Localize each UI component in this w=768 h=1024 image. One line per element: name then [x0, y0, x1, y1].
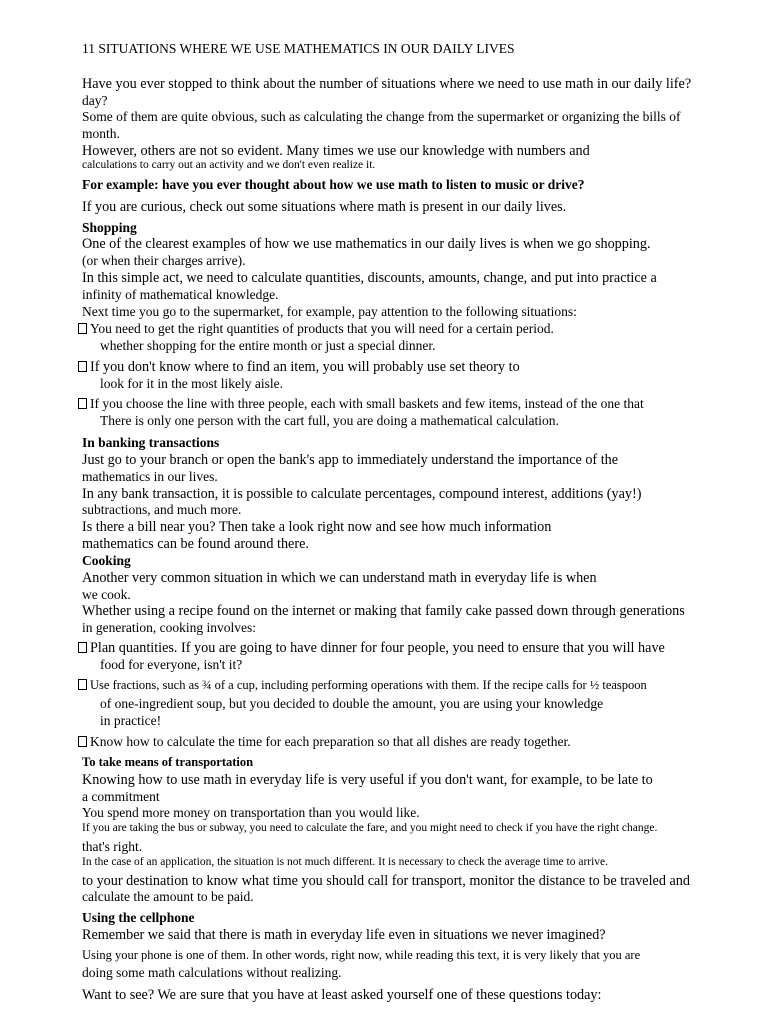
- intro-line: month.: [82, 126, 120, 141]
- list-item-continuation: There is only one person with the cart full, you are doing a mathematical calculation.: [100, 413, 559, 428]
- paragraph-line: (or when their charges arrive).: [82, 253, 246, 268]
- list-item: You need to get the right quantities of products that you will need for a certain period.: [78, 322, 554, 336]
- paragraph-line: Whether using a recipe found on the internet or making that family cake passed down through generations: [82, 603, 685, 619]
- list-item-continuation: look for it in the most likely aisle.: [100, 376, 283, 391]
- section-heading-shopping: Shopping: [82, 220, 137, 235]
- section-heading-cooking: Cooking: [82, 553, 131, 568]
- paragraph-line: If you are taking the bus or subway, you need to calculate the fare, and you might need to check if you have the right change.: [82, 822, 658, 834]
- paragraph-line: Want to see? We are sure that you have at least asked yourself one of these questions today:: [82, 987, 602, 1003]
- paragraph-line: Next time you go to the supermarket, for example, pay attention to the following situations:: [82, 304, 577, 319]
- paragraph-line: Is there a bill near you? Then take a look right now and see how much information: [82, 519, 552, 535]
- paragraph-line: mathematics in our lives.: [82, 469, 218, 484]
- paragraph-line: One of the clearest examples of how we use mathematics in our daily lives is when we go shopping.: [82, 236, 651, 252]
- section-heading-cellphone: Using the cellphone: [82, 910, 195, 925]
- list-item: Know how to calculate the time for each preparation so that all dishes are ready together.: [78, 735, 571, 749]
- paragraph-line: infinity of mathematical knowledge.: [82, 287, 279, 302]
- bullet-box-icon: [78, 398, 87, 409]
- paragraph-line: In the case of an application, the situation is not much different. It is necessary to check the average time to arrive.: [82, 856, 609, 868]
- intro-line: Have you ever stopped to think about the number of situations where we need to use math in our daily life?: [82, 76, 692, 92]
- list-item-continuation: food for everyone, isn't it?: [100, 657, 243, 672]
- paragraph-line: to your destination to know what time you should call for transport, monitor the distance to be traveled and: [82, 873, 690, 889]
- bullet-box-icon: [78, 679, 87, 690]
- paragraph-line: we cook.: [82, 587, 131, 602]
- paragraph-line: a commitment: [82, 789, 160, 804]
- paragraph-line: Just go to your branch or open the bank's app to immediately understand the importance of the: [82, 452, 619, 468]
- paragraph-line: doing some math calculations without realizing.: [82, 965, 342, 980]
- bullet-box-icon: [78, 642, 87, 653]
- list-item: Use fractions, such as ¾ of a cup, including performing operations with them. If the recipe calls for ½ teaspoon: [78, 679, 647, 692]
- paragraph-line: You spend more money on transportation than you would like.: [82, 805, 420, 820]
- curious-line: If you are curious, check out some situations where math is present in our daily lives.: [82, 199, 567, 215]
- list-item: If you choose the line with three people, each with small baskets and few items, instead of the one that: [78, 397, 644, 411]
- paragraph-line: calculate the amount to be paid.: [82, 889, 254, 904]
- paragraph-line: Remember we said that there is math in everyday life even in situations we never imagined?: [82, 927, 606, 943]
- bullet-box-icon: [78, 323, 87, 334]
- example-bold-line: For example: have you ever thought about how we use math to listen to music or drive?: [82, 177, 585, 192]
- paragraph-line: subtractions, and much more.: [82, 502, 242, 517]
- paragraph-line: Knowing how to use math in everyday life is very useful if you don't want, for example, to be late to: [82, 772, 653, 788]
- bullet-box-icon: [78, 736, 87, 747]
- paragraph-line: In this simple act, we need to calculate quantities, discounts, amounts, change, and put into practice a: [82, 270, 657, 286]
- paragraph-line: in generation, cooking involves:: [82, 620, 256, 635]
- list-item-continuation: of one-ingredient soup, but you decided to double the amount, you are using your knowledge: [100, 696, 604, 711]
- section-heading-banking: In banking transactions: [82, 435, 220, 450]
- paragraph-line: Using your phone is one of them. In other words, right now, while reading this text, it is very likely that you are: [82, 948, 641, 962]
- list-item-continuation: in practice!: [100, 713, 162, 728]
- bullet-box-icon: [78, 361, 87, 372]
- section-heading-transport: To take means of transportation: [82, 755, 254, 769]
- intro-line: day?: [82, 93, 108, 108]
- paragraph-line: mathematics can be found around there.: [82, 536, 309, 552]
- list-item: If you don't know where to find an item, you will probably use set theory to: [78, 360, 520, 374]
- document-title: 11 SITUATIONS WHERE WE USE MATHEMATICS IN OUR DAILY LIVES: [82, 41, 515, 56]
- paragraph-line: that's right.: [82, 839, 143, 854]
- list-item: Plan quantities. If you are going to have dinner for four people, you need to ensure that you will have: [78, 641, 665, 655]
- intro-line: However, others are not so evident. Many times we use our knowledge with numbers and: [82, 143, 590, 159]
- intro-line: calculations to carry out an activity and we don't even realize it.: [82, 159, 376, 171]
- paragraph-line: In any bank transaction, it is possible to calculate percentages, compound interest, additions (yay!): [82, 486, 642, 502]
- paragraph-line: Another very common situation in which we can understand math in everyday life is when: [82, 570, 597, 586]
- intro-line: Some of them are quite obvious, such as calculating the change from the supermarket or organizing the bills of: [82, 109, 681, 124]
- list-item-continuation: whether shopping for the entire month or just a special dinner.: [100, 338, 436, 353]
